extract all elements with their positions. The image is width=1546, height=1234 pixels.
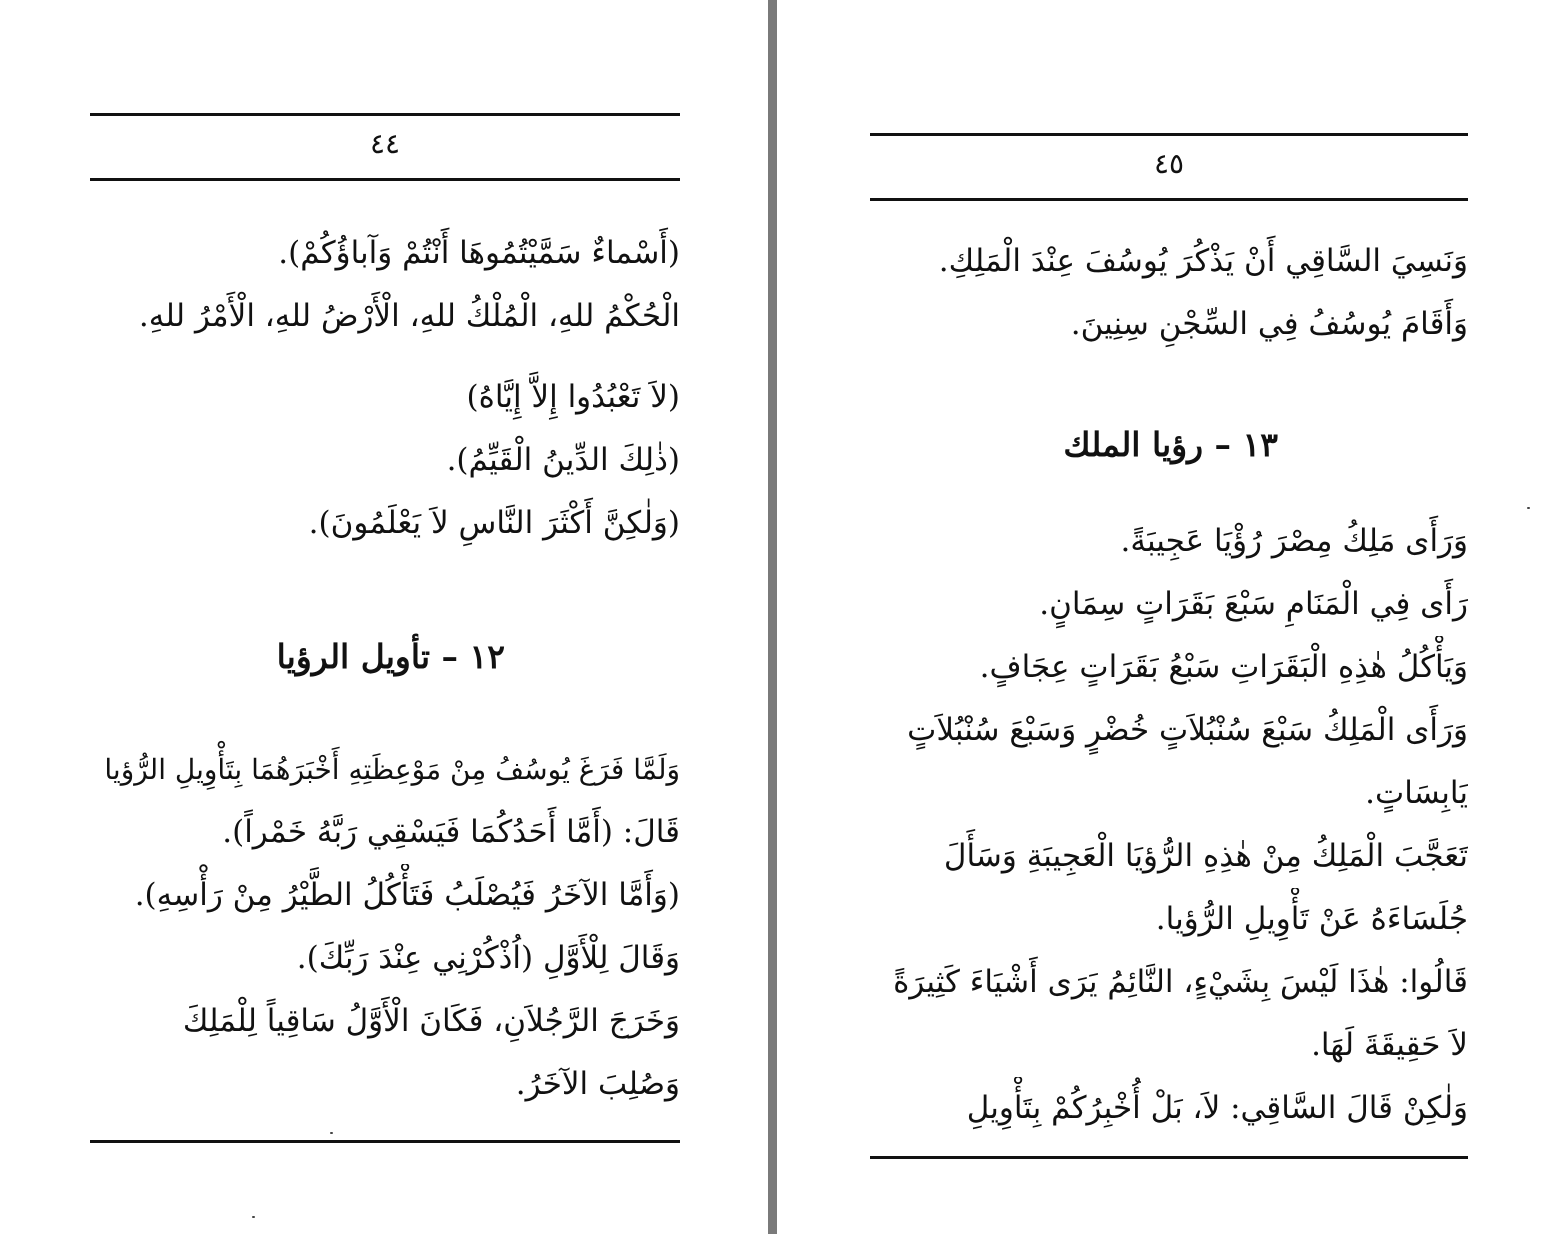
text-line: قَالَ: (أَمَّا أَحَدُكُمَا فَيَسْقِي رَبَّهُ خَمْراً). xyxy=(222,814,680,850)
text-line: (وَأَمَّا الآخَرُ فَيُصْلَبُ فَتَأْكُلُ الطَّيْرُ مِنْ رَأْسِهِ). xyxy=(134,877,680,913)
text-line: وَرَأَى مَلِكُ مِصْرَ رُؤْيَا عَجِيبَةً. xyxy=(1120,523,1468,559)
scan-speck xyxy=(1527,507,1530,509)
header-rule xyxy=(870,198,1468,201)
text-line: وَرَأَى الْمَلِكُ سَبْعَ سُنْبُلاَتٍ خُضْرٍ وَسَبْعَ سُنْبُلاَتٍ xyxy=(907,712,1468,748)
scan-speck xyxy=(252,1216,255,1218)
text-line: وَصُلِبَ الآخَرُ. xyxy=(515,1066,680,1102)
text-line: قَالُوا: هٰذَا لَيْسَ بِشَيْءٍ، النَّائِمُ يَرَى أَشْيَاءَ كَثِيرَةً xyxy=(893,964,1468,1000)
text-line: وَيَأْكُلُ هٰذِهِ الْبَقَرَاتِ سَبْعُ بَقَرَاتٍ عِجَافٍ. xyxy=(979,649,1468,685)
page-number: ٤٤ xyxy=(369,127,401,160)
quote-block xyxy=(90,366,680,555)
text-line: وَلَمَّا فَرَغَ يُوسُفُ مِنْ مَوْعِظَتِهِ أَخْبَرَهُمَا بِتَأْوِيلِ الرُّؤيا xyxy=(104,753,680,786)
page-number: ٤٥ xyxy=(1153,147,1185,180)
text-line: جُلَسَاءَهُ عَنْ تَأْوِيلِ الرُّؤيا. xyxy=(1155,901,1468,937)
text-line: لاَ حَقِيقَةَ لَهَا. xyxy=(1311,1027,1468,1063)
text-line: وَقَالَ لِلْأَوَّلِ (اُذْكُرْنِي عِنْدَ رَبِّكَ). xyxy=(296,940,680,976)
header-rule xyxy=(90,178,680,181)
bottom-rule xyxy=(870,1156,1468,1159)
quote-block xyxy=(90,222,680,348)
text-line: تَعَجَّبَ الْمَلِكُ مِنْ هٰذِهِ الرُّؤيَا الْعَجِيبَةِ وَسَأَلَ xyxy=(943,838,1468,874)
scan-speck xyxy=(330,1132,333,1134)
top-rule xyxy=(90,113,680,116)
section-heading: ١٣ – رؤيا الملك xyxy=(1063,425,1278,464)
text-line: وَأَقَامَ يُوسُفُ فِي السِّجْنِ سِنِينَ. xyxy=(1070,306,1468,342)
text-line: وَنَسِيَ السَّاقِي أَنْ يَذْكُرَ يُوسُفَ عِنْدَ الْمَلِكِ. xyxy=(938,243,1468,279)
intro-text xyxy=(870,230,1468,356)
text-line: الْحُكْمُ للهِ، الْمُلْكُ للهِ، الْأَرْضُ للهِ، الْأَمْرُ للهِ. xyxy=(138,298,680,334)
left-page xyxy=(90,0,680,1234)
text-line: وَلٰكِنْ قَالَ السَّاقِي: لاَ، بَلْ أُخْبِرُكُمْ بِتَأْوِيلِ xyxy=(966,1090,1468,1126)
text-line: (أَسْماءٌ سَمَّيْتُمُوهَا أَنْتُمْ وَآباؤُكُمْ). xyxy=(278,235,680,271)
text-line: رَأَى فِي الْمَنَامِ سَبْعَ بَقَرَاتٍ سِمَانٍ. xyxy=(1039,586,1468,622)
text-line: (ذٰلِكَ الدِّينُ الْقَيِّمُ). xyxy=(446,442,680,478)
section-heading: ١٢ – تأويل الرؤيا xyxy=(276,637,505,676)
text-line: (لاَ تَعْبُدُوا إِلاَّ إِيَّاهُ) xyxy=(466,379,680,415)
bottom-rule xyxy=(90,1140,680,1143)
text-line: (وَلٰكِنَّ أَكْثَرَ النَّاسِ لاَ يَعْلَمُونَ). xyxy=(308,505,680,541)
body-text xyxy=(90,738,680,1116)
body-text xyxy=(870,510,1468,1140)
top-rule xyxy=(870,133,1468,136)
text-line: وَخَرَجَ الرَّجُلاَنِ، فَكَانَ الْأَوَّلُ سَاقِياً لِلْمَلِكَ xyxy=(182,1003,680,1039)
book-gutter xyxy=(768,0,777,1234)
right-page xyxy=(870,0,1468,1234)
text-line: يَابِسَاتٍ. xyxy=(1365,775,1468,811)
